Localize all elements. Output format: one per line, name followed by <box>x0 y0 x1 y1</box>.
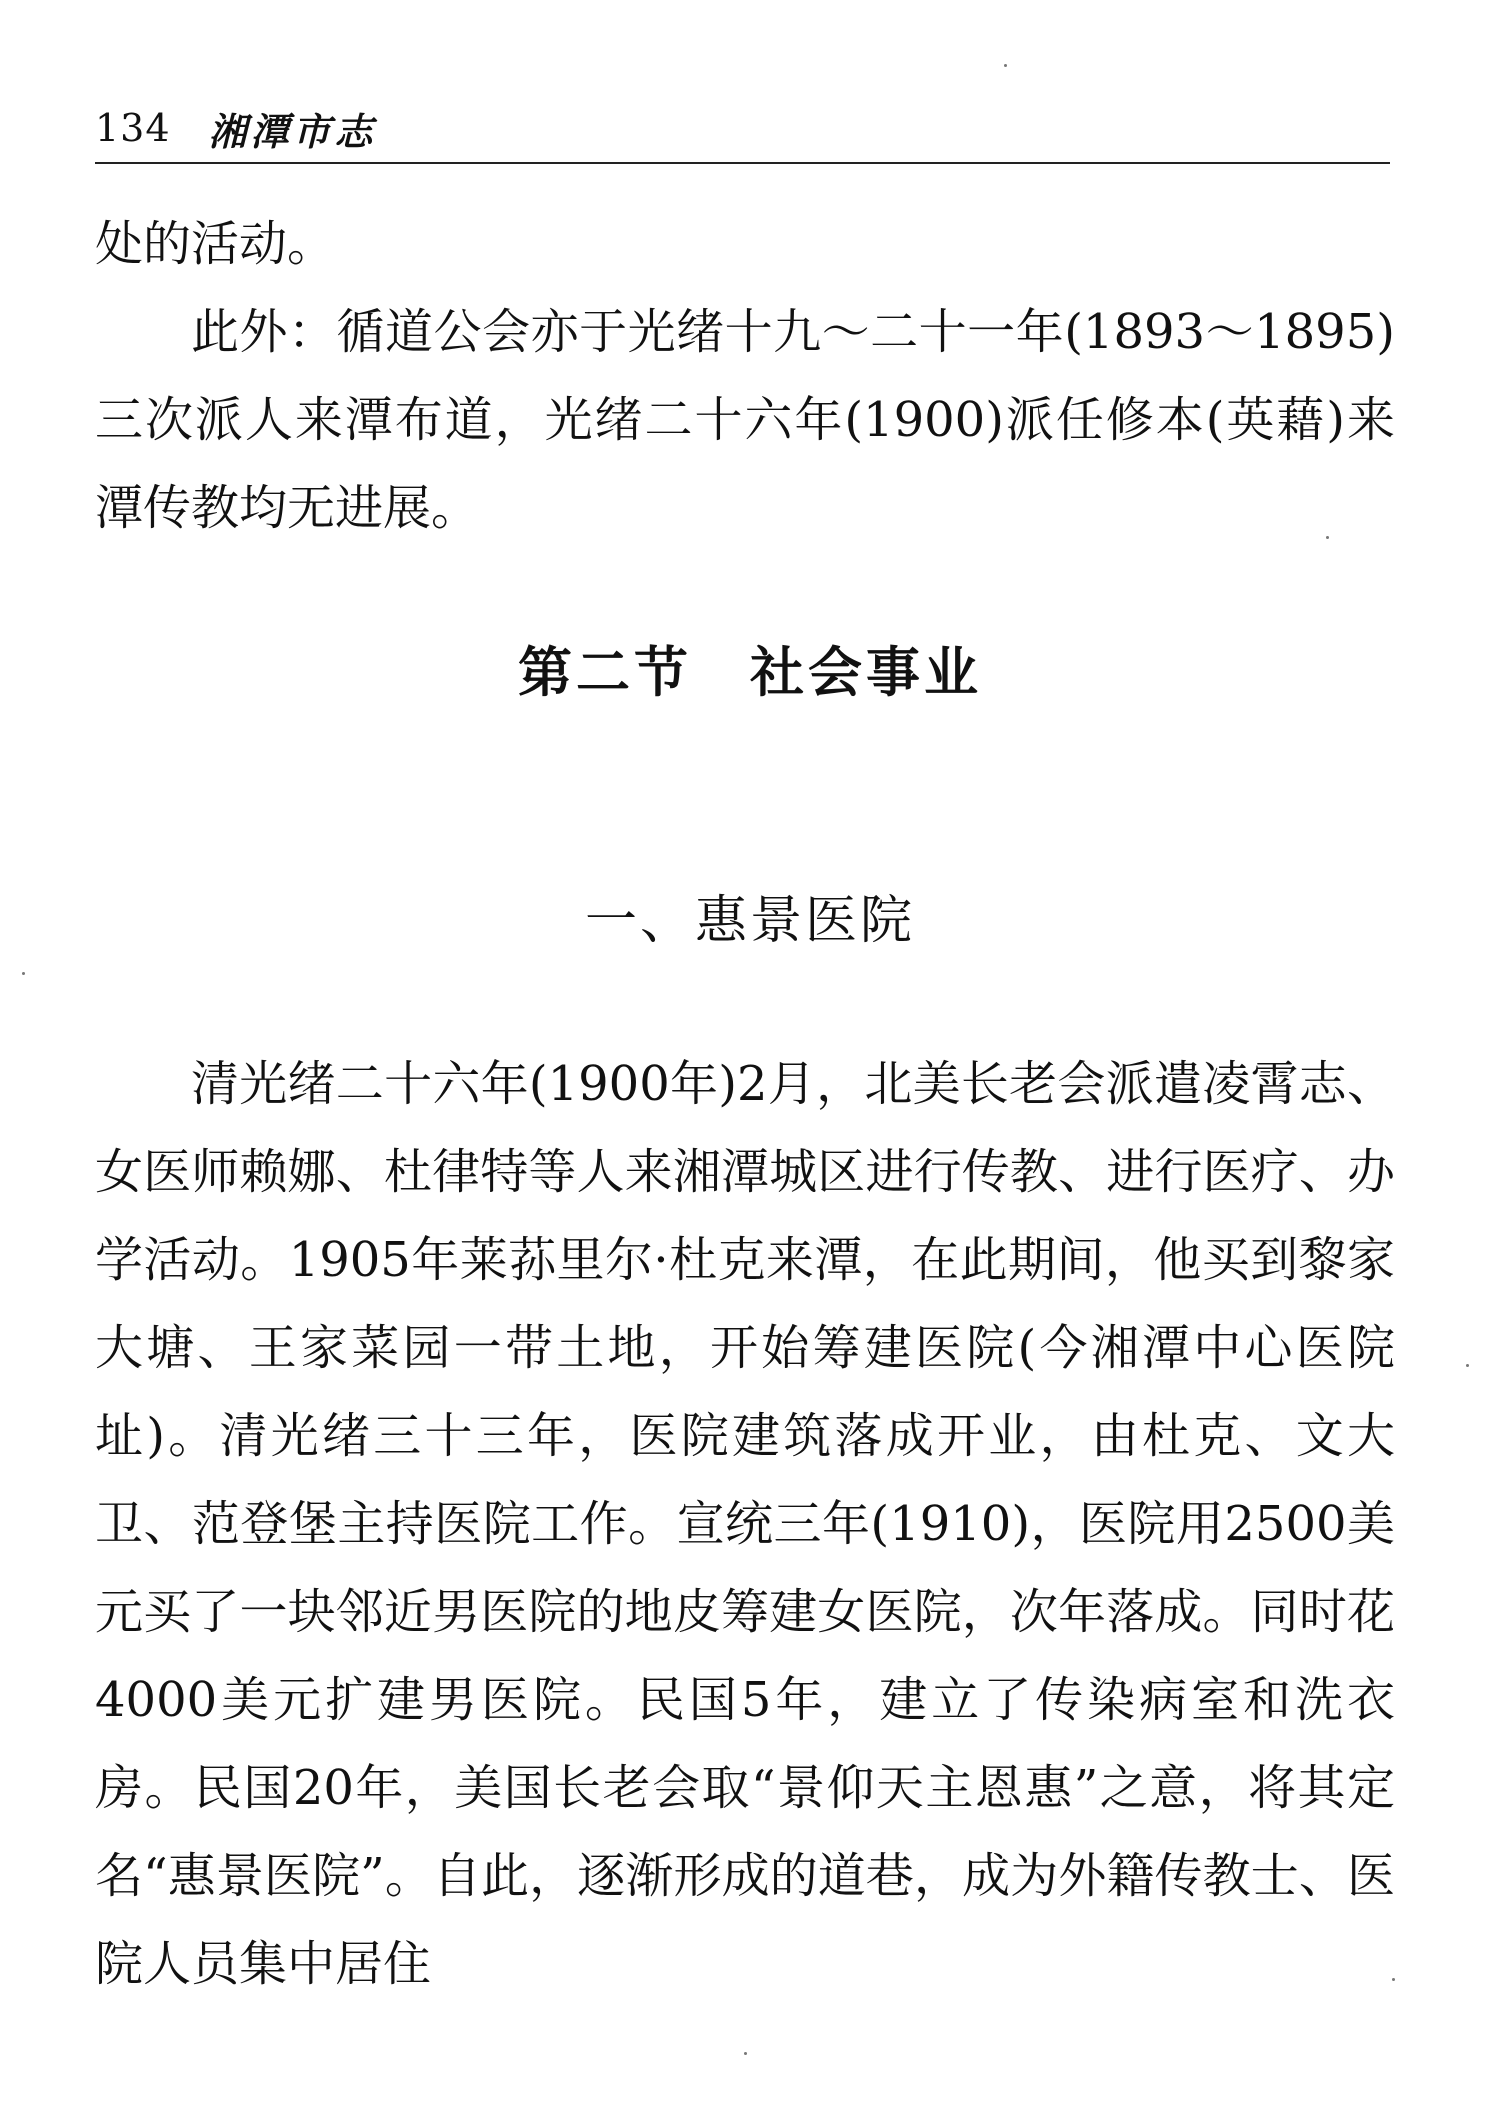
scan-speck <box>744 2052 747 2055</box>
running-title: 湘潭市志 <box>208 108 377 154</box>
page-number: 134 <box>95 106 171 150</box>
scan-speck <box>1004 64 1007 67</box>
header-rule <box>95 162 1390 164</box>
main-text-block <box>95 1040 1395 2008</box>
scan-speck <box>1326 536 1329 539</box>
scan-speck <box>22 972 25 975</box>
paragraph-continued: 处的活动。 <box>95 216 336 272</box>
section-title: 第二节 社会事业 <box>518 641 982 704</box>
subsection-title: 一、惠景医院 <box>584 891 915 951</box>
scan-speck <box>1392 1978 1395 1981</box>
paragraph-methodist-mission: 此外：循道公会亦于光绪十九～二十一年(1893～1895)三次派人来潭布道，光绪二十六年(1900)派任修本(英藉)来潭传教均无进展。 <box>95 304 1395 536</box>
paragraph-hospital-history: 清光绪二十六年(1900年)2月，北美长老会派遣凌霄志、女医师赖娜、杜律特等人来湘潭城区进行传教、进行医疗、办学活动。1905年莱荪里尔·杜克来潭，在此期间，他买到黎家大塘、王家菜园一带土地，开始筹建医院(今湘潭中心医院址)。清光绪三十三年，医院建筑落成开业，由杜克、文大卫、范登堡主持医院工作。宣统三年(1910)，医院用2500美元买了一块邻近男医院的地皮筹建女医院，次年落成。同时花4000美元扩建男医院。民国5年，建立了传染病室和洗衣房。民国20年，美国长老会取“景仰天主恩惠”之意，将其定名“惠景医院”。自此，逐渐形成的道巷，成为外籍传教士、医院人员集中居住 <box>95 1056 1395 1992</box>
scan-speck <box>1466 1364 1469 1367</box>
continued-text-block <box>95 200 1395 552</box>
page-header <box>95 92 1395 164</box>
